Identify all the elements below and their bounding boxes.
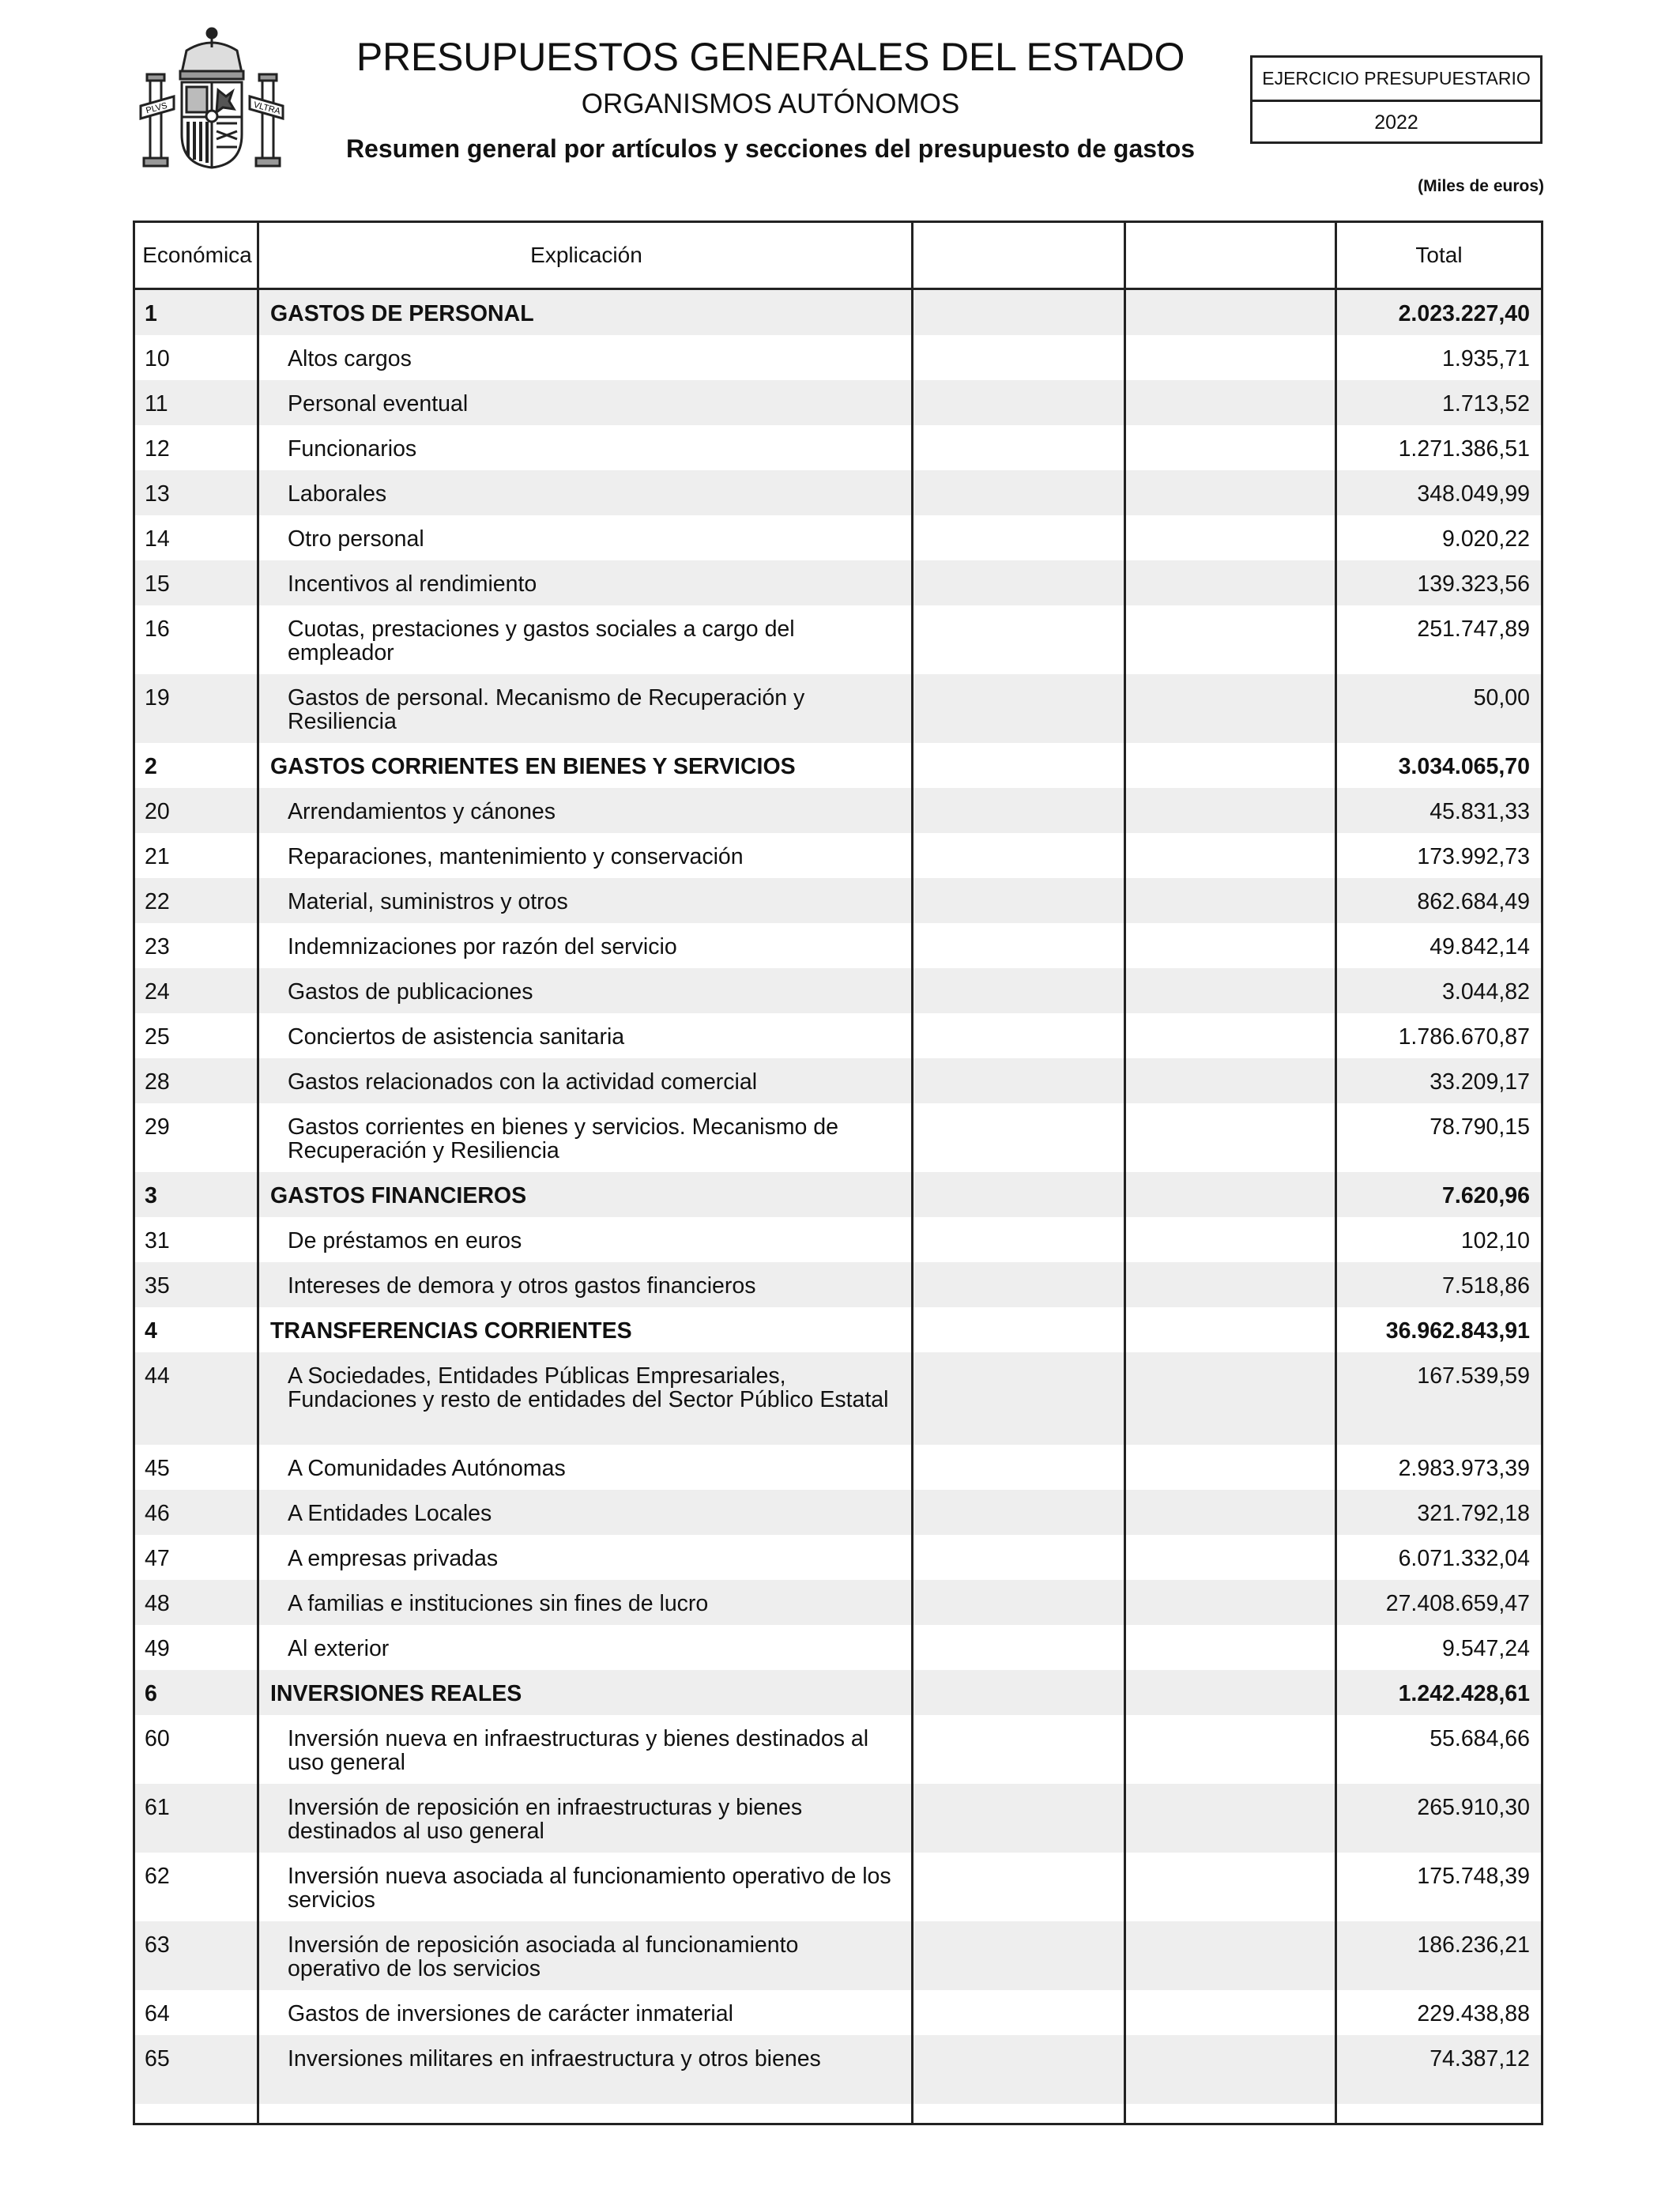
row-total: 78.790,15 — [1430, 1114, 1530, 1140]
row-code: 23 — [145, 934, 170, 959]
row-empty-cell — [1126, 1637, 1337, 1670]
row-total: 173.992,73 — [1417, 844, 1530, 869]
row-total: 862.684,49 — [1417, 889, 1530, 914]
column-header-total: Total — [1415, 243, 1463, 267]
table-header — [135, 223, 1541, 290]
table-body — [135, 290, 1541, 2104]
table-row — [135, 425, 1541, 470]
row-code: 29 — [145, 1114, 170, 1140]
row-code: 21 — [145, 844, 170, 869]
row-empty-cell — [1126, 347, 1337, 380]
row-description: Inversiones militares en infraestructura y otros bienes — [288, 2046, 821, 2071]
row-empty-cell — [1126, 980, 1337, 1013]
row-description: Personal eventual — [288, 391, 469, 417]
row-code: 61 — [145, 1795, 170, 1820]
row-code: 2 — [145, 754, 157, 779]
row-total: 1.786.670,87 — [1398, 1024, 1530, 1050]
row-description: Al exterior — [288, 1636, 390, 1661]
row-empty-cell — [913, 437, 1126, 470]
row-empty-cell — [1126, 1070, 1337, 1103]
row-empty-cell — [1126, 1592, 1337, 1625]
row-code: 60 — [145, 1726, 170, 1751]
row-empty-cell — [1126, 1274, 1337, 1307]
row-description: A Comunidades Autónomas — [288, 1456, 566, 1481]
table-row — [135, 968, 1541, 1013]
row-description: GASTOS CORRIENTES EN BIENES Y SERVICIOS — [270, 754, 796, 779]
row-total: 175.748,39 — [1417, 1864, 1530, 1889]
row-total: 1.713,52 — [1442, 391, 1530, 417]
row-total: 49.842,14 — [1430, 934, 1530, 959]
row-description: TRANSFERENCIAS CORRIENTES — [270, 1318, 632, 1344]
table-row-chapter — [135, 1172, 1541, 1217]
row-code: 15 — [145, 571, 170, 597]
table-row — [135, 833, 1541, 878]
row-description: Cuotas, prestaciones y gastos sociales a cargo del empleador — [288, 616, 795, 665]
row-code: 1 — [145, 301, 157, 326]
row-empty-cell — [913, 980, 1126, 1013]
row-empty-cell — [913, 890, 1126, 923]
row-empty-cell — [913, 2047, 1126, 2104]
row-code: 64 — [145, 2001, 170, 2026]
exercise-label: EJERCICIO PRESUPUESTARIO — [1252, 58, 1540, 102]
row-empty-cell — [913, 1502, 1126, 1535]
table-row — [135, 560, 1541, 605]
row-empty-cell — [913, 1547, 1126, 1580]
table-row — [135, 605, 1541, 674]
table-row — [135, 1217, 1541, 1262]
row-empty-cell — [913, 392, 1126, 425]
column-divider — [1335, 223, 1337, 2123]
row-empty-cell — [913, 845, 1126, 878]
row-code: 24 — [145, 979, 170, 1005]
row-description: Reparaciones, mantenimiento y conservación — [288, 844, 744, 869]
row-total: 74.387,12 — [1430, 2046, 1530, 2071]
row-description: Gastos de publicaciones — [288, 979, 533, 1005]
row-total: 7.518,86 — [1442, 1273, 1530, 1299]
row-description: INVERSIONES REALES — [270, 1681, 522, 1706]
table-row — [135, 470, 1541, 515]
row-description: Inversión de reposición en infraestructuras y bienes destinados al uso general — [288, 1795, 803, 1844]
row-empty-cell — [913, 1184, 1126, 1217]
row-code: 11 — [145, 391, 168, 417]
row-description: Otro personal — [288, 526, 424, 552]
row-empty-cell — [1126, 1457, 1337, 1490]
row-code: 47 — [145, 1546, 170, 1571]
row-code: 4 — [145, 1318, 157, 1344]
row-total: 27.408.659,47 — [1385, 1591, 1530, 1616]
row-code: 13 — [145, 481, 170, 507]
table-row — [135, 674, 1541, 743]
row-empty-cell — [1126, 755, 1337, 788]
row-total: 229.438,88 — [1417, 2001, 1530, 2026]
column-divider — [911, 223, 913, 2123]
row-total: 7.620,96 — [1442, 1183, 1530, 1208]
row-description: Incentivos al rendimiento — [288, 571, 537, 597]
column-header-empty-2 — [1126, 223, 1337, 288]
row-description: Inversión nueva en infraestructuras y bienes destinados al uso general — [288, 1726, 869, 1775]
row-empty-cell — [1126, 527, 1337, 560]
row-code: 16 — [145, 616, 170, 642]
row-description: Altos cargos — [288, 346, 412, 371]
row-empty-cell — [913, 1457, 1126, 1490]
row-empty-cell — [913, 1070, 1126, 1103]
row-code: 28 — [145, 1069, 170, 1095]
table-row — [135, 380, 1541, 425]
row-total: 265.910,30 — [1417, 1795, 1530, 1820]
row-description: Material, suministros y otros — [288, 889, 568, 914]
row-total: 2.983.973,39 — [1398, 1456, 1530, 1481]
row-code: 14 — [145, 526, 170, 552]
row-empty-cell — [913, 1682, 1126, 1715]
table-row — [135, 1784, 1541, 1853]
row-total: 55.684,66 — [1430, 1726, 1530, 1751]
row-empty-cell — [913, 1796, 1126, 1853]
table-row — [135, 1715, 1541, 1784]
row-total: 167.539,59 — [1417, 1363, 1530, 1389]
row-empty-cell — [913, 482, 1126, 515]
row-empty-cell — [1126, 1364, 1337, 1445]
row-description: A Entidades Locales — [288, 1501, 492, 1526]
row-empty-cell — [913, 935, 1126, 968]
row-description: De préstamos en euros — [288, 1228, 522, 1253]
row-empty-cell — [1126, 686, 1337, 743]
row-total: 3.034.065,70 — [1398, 754, 1530, 779]
exercise-year: 2022 — [1374, 111, 1418, 134]
row-total: 33.209,17 — [1430, 1069, 1530, 1095]
row-total: 9.020,22 — [1442, 526, 1530, 552]
row-empty-cell — [1126, 1115, 1337, 1172]
row-empty-cell — [1126, 1933, 1337, 1990]
table-row — [135, 1990, 1541, 2035]
row-total: 1.935,71 — [1442, 346, 1530, 371]
row-empty-cell — [913, 1864, 1126, 1921]
row-description: Inversión nueva asociada al funcionamiento operativo de los servicios — [288, 1864, 891, 1913]
row-empty-cell — [1126, 1547, 1337, 1580]
table-row — [135, 1445, 1541, 1490]
row-code: 19 — [145, 685, 170, 711]
row-code: 3 — [145, 1183, 157, 1208]
row-empty-cell — [913, 1727, 1126, 1784]
row-description: Gastos relacionados con la actividad comercial — [288, 1069, 758, 1095]
row-description: Gastos de inversiones de carácter inmaterial — [288, 2001, 733, 2026]
row-empty-cell — [1126, 437, 1337, 470]
table-row-chapter — [135, 290, 1541, 335]
table-row — [135, 1921, 1541, 1990]
document-description: Resumen general por artículos y secciones del presupuesto de gastos — [345, 134, 1196, 163]
table-row — [135, 1013, 1541, 1058]
row-empty-cell — [1126, 572, 1337, 605]
row-code: 35 — [145, 1273, 170, 1299]
row-code: 48 — [145, 1591, 170, 1616]
row-empty-cell — [1126, 1682, 1337, 1715]
units-note: (Miles de euros) — [1418, 177, 1544, 195]
table-row-chapter — [135, 1670, 1541, 1715]
table-row — [135, 1580, 1541, 1625]
row-empty-cell — [913, 800, 1126, 833]
row-total: 2.023.227,40 — [1398, 301, 1530, 326]
row-code: 6 — [145, 1681, 157, 1706]
table-row — [135, 1490, 1541, 1535]
row-code: 31 — [145, 1228, 170, 1253]
row-total: 36.962.843,91 — [1385, 1318, 1530, 1344]
row-total: 348.049,99 — [1417, 481, 1530, 507]
row-empty-cell — [1126, 935, 1337, 968]
table-row — [135, 1853, 1541, 1921]
ribbon-left-text: PLVS — [145, 100, 168, 116]
table-row — [135, 1535, 1541, 1580]
table-row — [135, 1262, 1541, 1307]
row-code: 44 — [145, 1363, 170, 1389]
row-total: 1.242.428,61 — [1398, 1681, 1530, 1706]
row-description: A familias e instituciones sin fines de lucro — [288, 1591, 709, 1616]
row-empty-cell — [1126, 617, 1337, 674]
row-description: Conciertos de asistencia sanitaria — [288, 1024, 625, 1050]
row-code: 63 — [145, 1932, 170, 1958]
document-title: PRESUPUESTOS GENERALES DEL ESTADO — [356, 35, 1185, 79]
row-empty-cell — [1126, 302, 1337, 335]
row-empty-cell — [913, 1229, 1126, 1262]
row-empty-cell — [913, 1637, 1126, 1670]
row-empty-cell — [913, 347, 1126, 380]
row-code: 65 — [145, 2046, 170, 2071]
row-empty-cell — [913, 527, 1126, 560]
row-empty-cell — [1126, 1319, 1337, 1352]
coat-of-arms-logo — [133, 24, 291, 182]
row-empty-cell — [913, 572, 1126, 605]
table-row — [135, 788, 1541, 833]
table-row — [135, 923, 1541, 968]
row-code: 49 — [145, 1636, 170, 1661]
row-empty-cell — [913, 686, 1126, 743]
row-empty-cell — [913, 1364, 1126, 1445]
row-code: 25 — [145, 1024, 170, 1050]
ribbon-right-text: VLTRA — [252, 100, 282, 117]
row-code: 20 — [145, 799, 170, 824]
row-empty-cell — [1126, 2047, 1337, 2104]
row-empty-cell — [1126, 1184, 1337, 1217]
table-row — [135, 1103, 1541, 1172]
row-code: 22 — [145, 889, 170, 914]
row-description: Gastos corrientes en bienes y servicios. Mecanismo de Recuperación y Resiliencia — [288, 1114, 838, 1163]
document-subtitle: ORGANISMOS AUTÓNOMOS — [581, 89, 960, 119]
row-description: Funcionarios — [288, 436, 417, 462]
row-code: 10 — [145, 346, 170, 371]
row-code: 62 — [145, 1864, 170, 1889]
row-description: Arrendamientos y cánones — [288, 799, 556, 824]
row-code: 46 — [145, 1501, 170, 1526]
row-total: 9.547,24 — [1442, 1636, 1530, 1661]
row-empty-cell — [1126, 890, 1337, 923]
column-header-code: Económica — [142, 243, 252, 267]
table-row — [135, 2035, 1541, 2104]
table-row — [135, 878, 1541, 923]
row-empty-cell — [913, 1592, 1126, 1625]
document-header — [316, 33, 1225, 166]
row-description: GASTOS FINANCIEROS — [270, 1183, 527, 1208]
row-empty-cell — [913, 1274, 1126, 1307]
table-row-chapter — [135, 1307, 1541, 1352]
table-row — [135, 1352, 1541, 1445]
budget-table — [133, 221, 1543, 2125]
row-empty-cell — [1126, 392, 1337, 425]
row-description: Inversión de reposición asociada al funcionamiento operativo de los servicios — [288, 1932, 799, 1981]
row-code: 45 — [145, 1456, 170, 1481]
row-total: 321.792,18 — [1417, 1501, 1530, 1526]
table-row — [135, 1058, 1541, 1103]
row-total: 1.271.386,51 — [1398, 436, 1530, 462]
row-description: Gastos de personal. Mecanismo de Recuperación y Resiliencia — [288, 685, 805, 734]
row-total: 251.747,89 — [1417, 616, 1530, 642]
row-empty-cell — [913, 1115, 1126, 1172]
row-description: Intereses de demora y otros gastos financieros — [288, 1273, 756, 1299]
column-header-empty-1 — [913, 223, 1126, 288]
row-empty-cell — [913, 1933, 1126, 1990]
column-divider — [1124, 223, 1126, 2123]
row-description: A Sociedades, Entidades Públicas Empresariales, Fundaciones y resto de entidades del Sector Público Estatal — [288, 1363, 889, 1412]
row-total: 3.044,82 — [1442, 979, 1530, 1005]
row-empty-cell — [1126, 1727, 1337, 1784]
row-empty-cell — [1126, 1502, 1337, 1535]
row-empty-cell — [1126, 2002, 1337, 2035]
row-empty-cell — [913, 617, 1126, 674]
table-row — [135, 335, 1541, 380]
row-total: 45.831,33 — [1430, 799, 1530, 824]
column-header-description: Explicación — [530, 243, 642, 267]
column-divider — [257, 223, 259, 2123]
row-total: 139.323,56 — [1417, 571, 1530, 597]
row-total: 50,00 — [1473, 685, 1530, 711]
table-row — [135, 515, 1541, 560]
row-empty-cell — [1126, 845, 1337, 878]
row-empty-cell — [1126, 800, 1337, 833]
row-description: GASTOS DE PERSONAL — [270, 301, 534, 326]
table-row — [135, 1625, 1541, 1670]
row-empty-cell — [913, 1319, 1126, 1352]
row-description: A empresas privadas — [288, 1546, 499, 1571]
row-total: 186.236,21 — [1417, 1932, 1530, 1958]
row-total: 102,10 — [1460, 1228, 1530, 1253]
row-empty-cell — [1126, 1229, 1337, 1262]
table-row-chapter — [135, 743, 1541, 788]
row-empty-cell — [1126, 1864, 1337, 1921]
row-description: Laborales — [288, 481, 387, 507]
row-empty-cell — [913, 2002, 1126, 2035]
row-empty-cell — [1126, 1796, 1337, 1853]
row-code: 12 — [145, 436, 170, 462]
exercise-box — [1250, 55, 1543, 144]
row-empty-cell — [913, 1025, 1126, 1058]
row-empty-cell — [1126, 1025, 1337, 1058]
row-total: 6.071.332,04 — [1398, 1546, 1530, 1571]
row-empty-cell — [1126, 482, 1337, 515]
row-empty-cell — [913, 302, 1126, 335]
row-description: Indemnizaciones por razón del servicio — [288, 934, 677, 959]
row-empty-cell — [913, 755, 1126, 788]
